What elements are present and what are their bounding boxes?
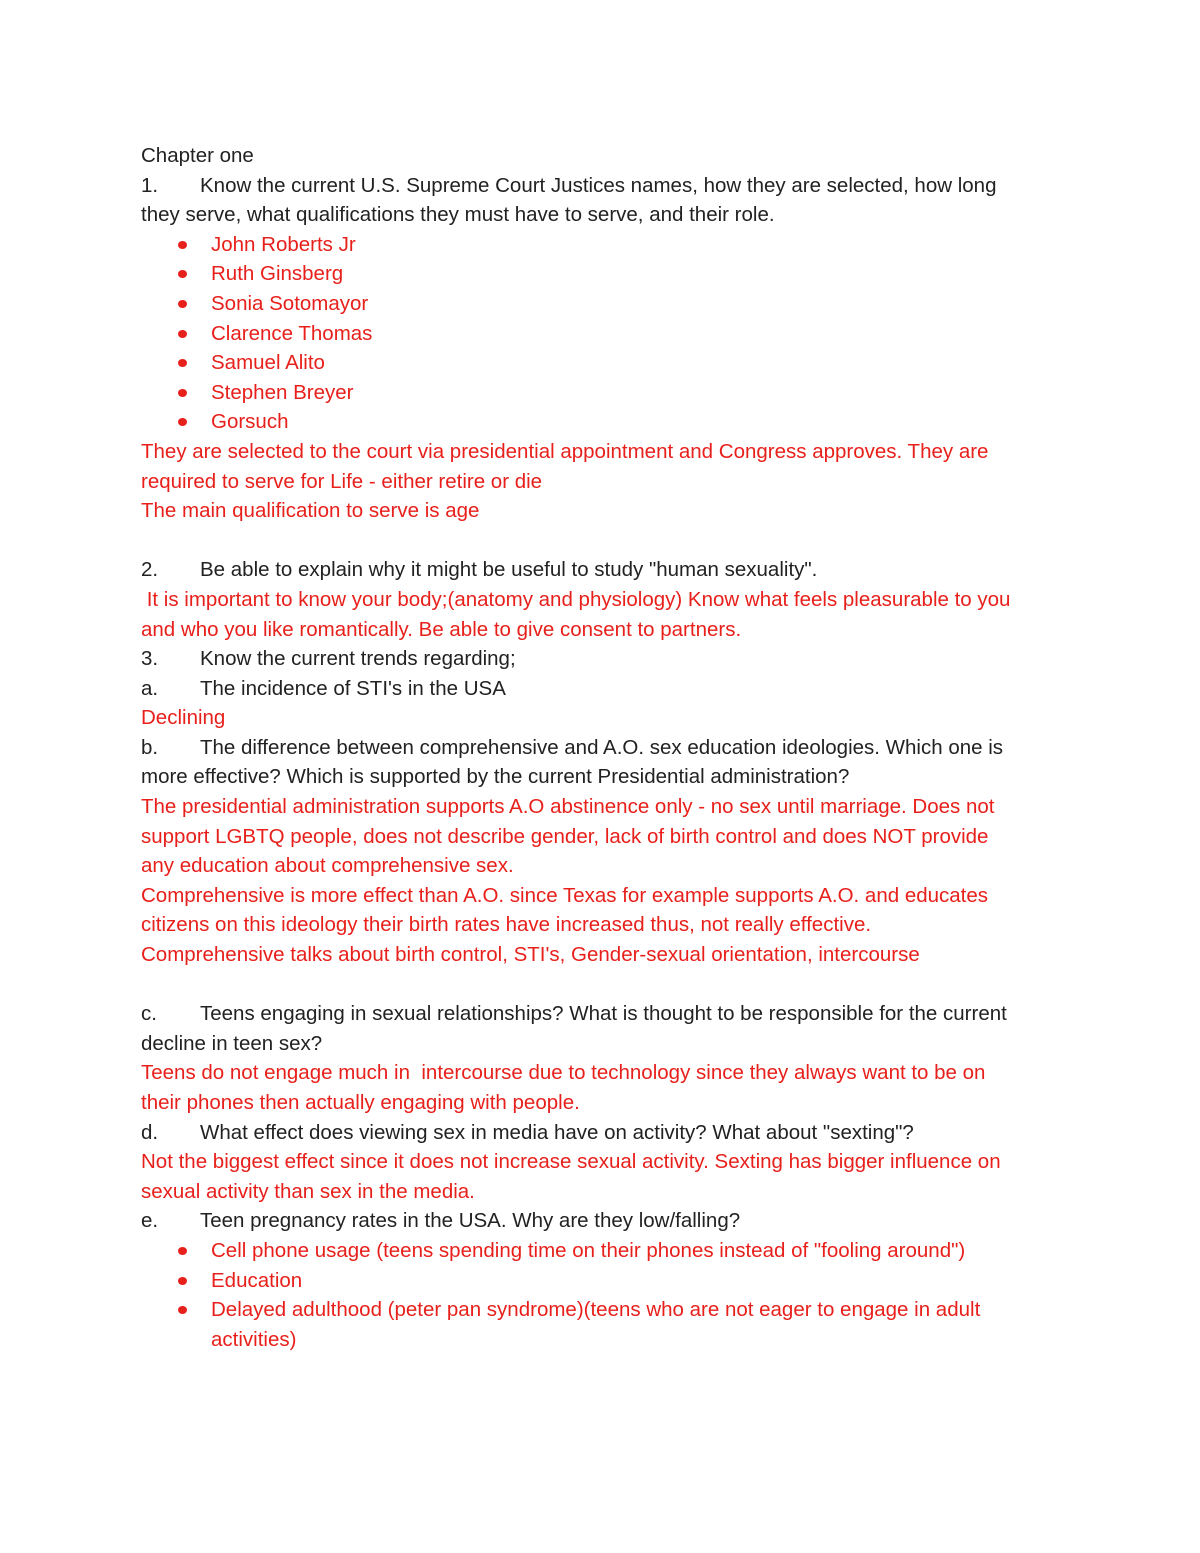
bullet-dot-icon: [178, 1247, 187, 1255]
answer-1-line-3: The main qualification to serve is age: [141, 499, 480, 523]
list-item: [141, 1295, 1061, 1354]
question-3a: [141, 674, 1061, 704]
list-item-text: Clarence Thomas: [211, 321, 373, 345]
question-text: The difference between comprehensive and A.O. sex education ideologies. Which one is: [200, 735, 1004, 759]
answer-2-line-1: It is important to know your body;(anatomy and physiology) Know what feels pleasurable to you: [141, 587, 1011, 611]
question-number: 3.: [141, 647, 159, 671]
question-3: [141, 644, 1061, 674]
list-item-text: Samuel Alito: [211, 351, 325, 375]
sub-question-letter: c.: [141, 1002, 157, 1026]
list-item-text: Sonia Sotomayor: [211, 291, 369, 315]
answer-2-line-2: and who you like romantically. Be able to give consent to partners.: [141, 617, 742, 641]
list-item: [141, 259, 1061, 289]
chapter-heading: Chapter one: [141, 144, 254, 167]
list-item: [141, 230, 1061, 260]
answer-3d-line-1: Not the biggest effect since it does not increase sexual activity. Sexting has bigger influence on: [141, 1150, 1001, 1174]
sub-question-letter: d.: [141, 1120, 159, 1144]
question-text: Know the current trends regarding;: [200, 647, 516, 671]
justices-list: [141, 230, 1061, 437]
bullet-dot-icon: [178, 418, 187, 426]
question-text: Know the current U.S. Supreme Court Justices names, how they are selected, how long: [200, 173, 997, 197]
list-item: [141, 1266, 1061, 1296]
question-3b-line-1: [141, 733, 1061, 763]
list-item-text: Cell phone usage (teens spending time on their phones instead of "fooling around"): [211, 1238, 966, 1262]
sub-question-letter: a.: [141, 676, 159, 700]
blank-line: [141, 526, 1061, 556]
bullet-dot-icon: [178, 1277, 187, 1285]
bullet-dot-icon: [178, 359, 187, 367]
question-text: Teens engaging in sexual relationships? What is thought to be responsible for the current: [200, 1002, 1007, 1026]
list-item: [141, 348, 1061, 378]
answer-1-line-2: required to serve for Life - either retire or die: [141, 469, 543, 493]
list-item-text: Delayed adulthood (peter pan syndrome)(teens who are not eager to engage in adult: [211, 1298, 981, 1322]
document-page: [141, 141, 1061, 1354]
bullet-dot-icon: [178, 389, 187, 397]
answer-3b-line-5: citizens on this ideology their birth rates have increased thus, not really effective.: [141, 913, 872, 937]
list-item-text: Education: [211, 1268, 303, 1292]
answer-3b-line-6: Comprehensive talks about birth control, STI's, Gender-sexual orientation, intercourse: [141, 943, 920, 967]
blank-line: [141, 970, 1061, 1000]
bullet-dot-icon: [178, 1306, 187, 1314]
list-item: [141, 319, 1061, 349]
question-text: Be able to explain why it might be useful to study "human sexuality".: [200, 558, 818, 582]
answer-3b-line-3: any education about comprehensive sex.: [141, 854, 514, 878]
question-3c-line-2: decline in teen sex?: [141, 1031, 323, 1055]
list-item-text: Ruth Ginsberg: [211, 262, 344, 286]
question-text: The incidence of STI's in the USA: [200, 676, 506, 700]
answer-3b-line-2: support LGBTQ people, does not describe gender, lack of birth control and does NOT provide: [141, 824, 989, 848]
reasons-list: [141, 1236, 1061, 1354]
list-item: [141, 407, 1061, 437]
question-2: [141, 555, 1061, 585]
question-3e: [141, 1206, 1061, 1236]
list-item-text: Stephen Breyer: [211, 380, 354, 404]
question-number: 1.: [141, 173, 159, 197]
question-1-line-1: [141, 171, 1061, 201]
answer-3d-line-2: sexual activity than sex in the media.: [141, 1179, 475, 1203]
answer-3a: Declining: [141, 706, 226, 730]
list-item: [141, 1236, 1061, 1266]
question-text: What effect does viewing sex in media have on activity? What about "sexting"?: [200, 1120, 914, 1144]
list-item: [141, 378, 1061, 408]
answer-3b-line-4: Comprehensive is more effect than A.O. since Texas for example supports A.O. and educates: [141, 883, 989, 907]
list-item-text: Gorsuch: [211, 410, 289, 434]
answer-3c-line-1: Teens do not engage much in intercourse due to technology since they always want to be on: [141, 1061, 986, 1085]
question-3b-line-2: more effective? Which is supported by the current Presidential administration?: [141, 765, 850, 789]
question-text: Teen pregnancy rates in the USA. Why are they low/falling?: [200, 1209, 741, 1233]
list-item: [141, 289, 1061, 319]
bullet-dot-icon: [178, 300, 187, 308]
sub-question-letter: e.: [141, 1209, 159, 1233]
question-3d: [141, 1118, 1061, 1148]
bullet-dot-icon: [178, 270, 187, 278]
answer-3b-line-1: The presidential administration supports A.O abstinence only - no sex until marriage. Does not: [141, 795, 995, 819]
answer-3c-line-2: their phones then actually engaging with people.: [141, 1091, 580, 1114]
list-item-text: John Roberts Jr: [211, 232, 356, 256]
bullet-dot-icon: [178, 330, 187, 338]
bullet-dot-icon: [178, 241, 187, 249]
list-item-text-continued: activities): [211, 1327, 297, 1351]
answer-1-line-1: They are selected to the court via presidential appointment and Congress approves. They are: [141, 439, 989, 463]
question-1-line-2: they serve, what qualifications they must have to serve, and their role.: [141, 203, 775, 227]
question-number: 2.: [141, 558, 159, 582]
sub-question-letter: b.: [141, 735, 159, 759]
question-3c-line-1: [141, 999, 1061, 1029]
